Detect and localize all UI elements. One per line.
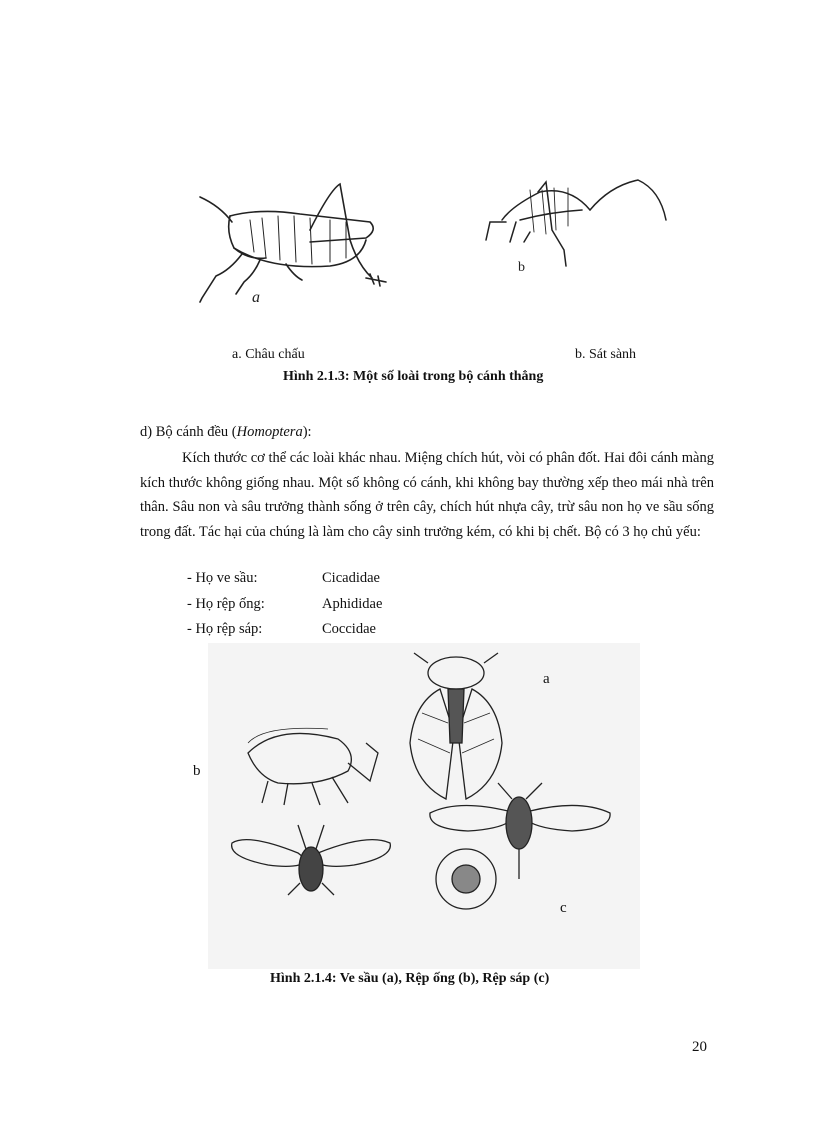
- grasshopper-head: [229, 216, 266, 258]
- family-scientific: Coccidae: [322, 621, 376, 637]
- cicada-right-wing: [458, 689, 502, 799]
- figure-homoptera-illustration: [208, 643, 640, 969]
- aphid-right-wing: [314, 840, 390, 867]
- section-heading-prefix: d) Bộ cánh đều (: [140, 424, 237, 440]
- section-heading: [140, 424, 312, 441]
- family-scientific: Aphididae: [322, 595, 383, 612]
- figure2-letter-b: b: [193, 763, 201, 779]
- section-paragraph: Kích thước cơ thể các loài khác nhau. Miệng chích hút, vòi có phân đốt. Hai đôi cánh màng kích thước không giống nhau. Một số không có cánh, khi không bay thường xếp theo mái nhà trên thân. Sâu non và sâu trưởng thành sống ở trên cây, chích hút nhựa cây, trừ sâu non họ ve sầu sống trong đất. Tác hại của chúng là làm cho cây sinh trưởng kém, có khi bị chết. Bộ có 3 họ chủ yếu:: [140, 450, 714, 540]
- figure2-caption: Hình 2.1.4: Ve sầu (a), Rệp ống (b), Rệp sáp (c): [270, 971, 550, 986]
- section-heading-order: Homoptera: [236, 424, 303, 440]
- scale-right-wing: [528, 805, 610, 831]
- section-heading-suffix: ):: [302, 424, 312, 440]
- list-item: [187, 566, 487, 592]
- aphid-antenna: [348, 743, 378, 781]
- family-name: - Họ rệp sáp:: [187, 621, 263, 637]
- grasshopper-wing: [230, 211, 373, 242]
- illustration-letter-b: b: [518, 260, 525, 275]
- aphid-left-wing: [232, 840, 308, 867]
- cicada-left-wing: [410, 689, 454, 799]
- figure1-label-b: b. Sát sành: [575, 347, 637, 362]
- illustration-letter-a: a: [252, 289, 260, 306]
- homoptera-drawing: [208, 643, 640, 969]
- katydid-antenna: [590, 180, 666, 220]
- family-scientific: Cicadidae: [322, 570, 380, 586]
- scale-left-wing: [430, 805, 510, 831]
- family-name: - Họ ve sầu:: [187, 570, 258, 586]
- family-list: [187, 566, 487, 643]
- figure2-letter-a: a: [543, 671, 550, 687]
- aphid-body: [248, 733, 351, 783]
- list-item: [187, 592, 487, 618]
- figure2-letter-c: c: [560, 900, 567, 916]
- figure1-caption: Hình 2.1.3: Một số loài trong bộ cánh thẳng: [283, 369, 544, 384]
- family-name: - Họ rệp ống:: [187, 595, 265, 612]
- page-number: 20: [692, 1039, 707, 1055]
- list-item: [187, 617, 487, 643]
- figure1-label-a: a. Châu chấu: [232, 347, 305, 362]
- orthoptera-drawing: [190, 170, 680, 315]
- grasshopper-front-leg: [200, 254, 242, 302]
- grasshopper-antenna: [200, 197, 232, 222]
- figure-orthoptera-illustration: [190, 170, 680, 315]
- katydid-body: [502, 191, 590, 220]
- cicada-head: [428, 657, 484, 689]
